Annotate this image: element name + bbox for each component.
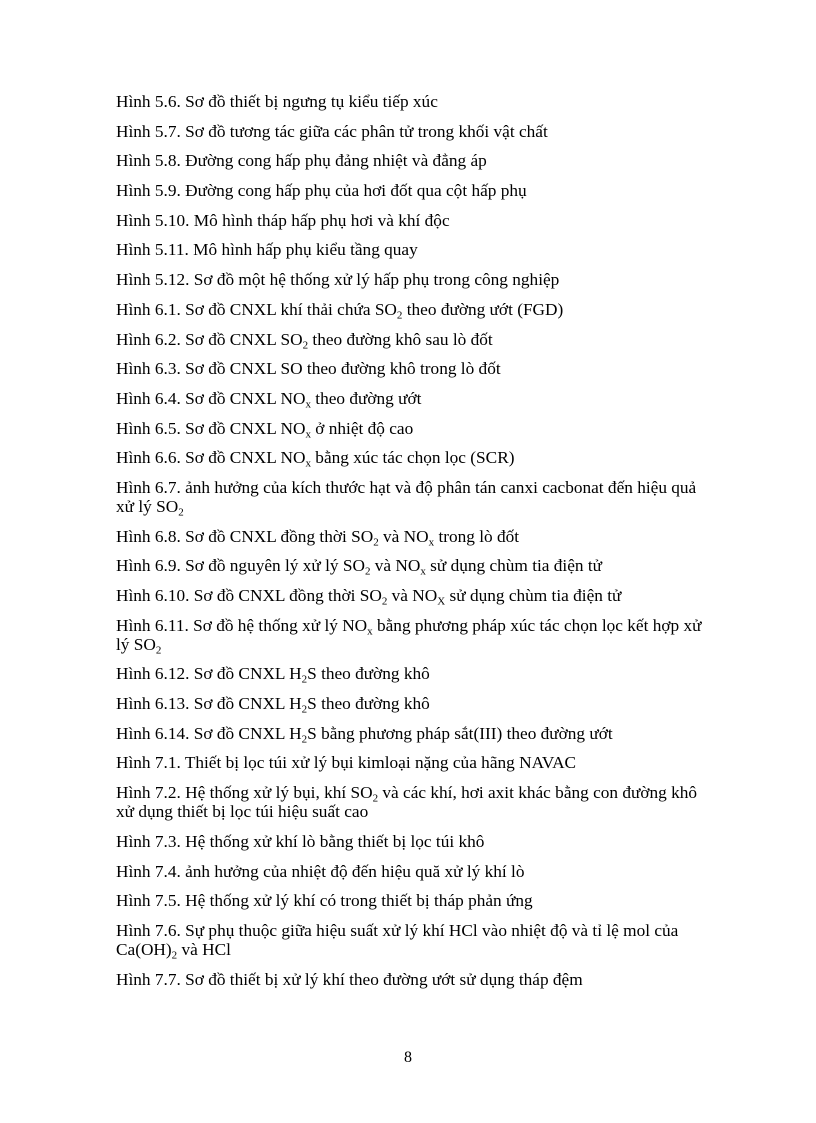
figure-list-item [116, 862, 706, 881]
figure-list-item [116, 448, 706, 470]
figure-list-item [116, 586, 706, 608]
figure-caption-text: Hình 7.1. Thiết bị lọc túi xử lý bụi kimloại nặng của hãng NAVAC [116, 753, 577, 773]
figure-caption-text: sử dụng chùm tia điện tử [425, 556, 603, 576]
figure-caption-text: bằng phương pháp xúc tác chọn lọc kết hợp xử lý SO [116, 615, 702, 654]
figure-list-item [116, 556, 706, 578]
figure-list-item [116, 211, 706, 230]
figure-caption-text: S theo đường khô [307, 694, 430, 714]
figure-caption-text: sử dụng chùm tia điện tử [445, 586, 622, 605]
figure-caption-text: Hình 6.12. Sơ đồ CNXL H [116, 664, 302, 684]
figure-caption-text: Hình 5.6. Sơ đồ thiết bị ngưng tụ kiểu tiếp xúc [116, 92, 438, 111]
figure-caption-text: Hình 6.2. Sơ đồ CNXL SO [116, 329, 303, 349]
subscript-text: x [367, 624, 373, 637]
figure-list-item [116, 299, 706, 322]
figure-list-item [116, 920, 706, 962]
figure-caption-text: Hình 7.7. Sơ đồ thiết bị xử lý khí theo đường ướt sử dụng tháp đệm [116, 969, 583, 989]
subscript-text: x [420, 565, 426, 578]
figure-caption-text: Hình 7.4. ảnh hưởng của nhiệt độ đến hiệu quă xử lý khí lò [116, 861, 525, 881]
figure-list-item [116, 527, 706, 546]
figure-caption-text: theo đường ướt (FGD) [402, 299, 564, 319]
figure-list-item [116, 832, 706, 851]
figure-caption-text: Hình 5.7. Sơ đồ tương tác giữa các phân tử trong khối vật chất [116, 121, 548, 141]
figure-caption-text: Hình 6.11. Sơ đồ hệ thống xử lý NO [116, 615, 368, 635]
figure-caption-text: Hình 6.14. Sơ đồ CNXL H [116, 723, 302, 743]
figure-caption-text: ở nhiệt độ cao [310, 418, 414, 438]
subscript-text: 2 [301, 703, 308, 716]
list-of-figures [116, 92, 706, 999]
figure-caption-text: và NO [387, 586, 438, 605]
figure-caption-text: Hình 5.12. Sơ đồ một hệ thống xử lý hấp phụ trong công nghiệp [116, 270, 560, 290]
figure-list-item [116, 330, 706, 349]
subscript-text: 2 [396, 309, 403, 322]
subscript-text: 2 [372, 792, 379, 805]
figure-caption-text: Hình 6.3. Sơ đồ CNXL SO theo đường khô trong lò đốt [116, 359, 501, 379]
figure-caption-text: S bằng phương pháp sắt(III) theo đường ướt [307, 723, 613, 743]
figure-caption-text: trong lò đốt [434, 526, 520, 546]
figure-caption-text: theo đường khô sau lò đốt [308, 329, 493, 349]
figure-list-item [116, 753, 706, 772]
subscript-text: 2 [364, 565, 371, 578]
figure-list-item [116, 477, 706, 519]
subscript-text: x [428, 535, 435, 548]
figure-caption-text: theo đường ướt [310, 388, 422, 408]
figure-caption-text: Hình 6.7. ảnh hưởng của kích thước hạt và độ phân tán canxi cacbonat đến hiệu quả xử lý SO [116, 477, 697, 516]
figure-list-item [116, 694, 706, 716]
figure-caption-text: và HCl [177, 939, 231, 959]
figure-caption-text: Hình 6.9. Sơ đồ nguyên lý xử lý SO [116, 556, 365, 576]
figure-list-item [116, 970, 706, 989]
figure-caption-text: và NO [370, 556, 421, 576]
figure-list-item [116, 616, 706, 654]
figure-caption-text: Hình 7.6. Sự phụ thuộc giữa hiệu suất xử lý khí HCl vào nhiệt độ và tỉ lệ mol của Ca(OH) [116, 920, 679, 959]
page-number: 8 [404, 1049, 412, 1066]
figure-caption-text: Hình 5.10. Mô hình tháp hấp phụ hơi và khí độc [116, 210, 450, 230]
subscript-text: X [437, 595, 446, 608]
subscript-text: 2 [302, 338, 309, 351]
subscript-text: x [305, 398, 311, 411]
figure-list-item [116, 270, 706, 289]
figure-caption-text: Hình 6.6. Sơ đồ CNXL NO [116, 448, 306, 468]
subscript-text: 2 [301, 673, 308, 686]
subscript-text: 2 [301, 733, 308, 746]
figure-caption-text: Hình 6.5. Sơ đồ CNXL NO [116, 418, 306, 438]
subscript-text: x [305, 427, 311, 440]
figure-list-item [116, 891, 706, 910]
subscript-text: 2 [178, 506, 184, 519]
figure-list-item [116, 240, 706, 259]
figure-caption-text: Hình 6.1. Sơ đồ CNXL khí thải chứa SO [116, 299, 397, 319]
figure-list-item [116, 122, 706, 141]
subscript-text: 2 [373, 535, 379, 548]
figure-list-item [116, 181, 706, 200]
figure-caption-text: Hình 6.8. Sơ đồ CNXL đồng thời SO [116, 526, 374, 546]
figure-caption-text: Hình 5.11. Mô hình hấp phụ kiểu tầng quay [116, 240, 418, 260]
figure-caption-text: Hình 6.10. Sơ đồ CNXL đồng thời SO [116, 586, 382, 605]
figure-list-item [116, 419, 706, 438]
figure-caption-text: Hình 6.13. Sơ đồ CNXL H [116, 694, 302, 714]
figure-list-item [116, 92, 706, 111]
subscript-text: 2 [381, 595, 388, 608]
figure-caption-text: Hình 7.5. Hệ thống xử lý khí có trong thiết bị tháp phản ứng [116, 891, 533, 911]
subscript-text: 2 [155, 643, 162, 656]
figure-caption-text: và NO [378, 526, 429, 546]
figure-list-item [116, 359, 706, 378]
figure-caption-text: bằng xúc tác chọn lọc (SCR) [310, 448, 515, 468]
figure-caption-text: Hình 6.4. Sơ đồ CNXL NO [116, 388, 306, 408]
figure-list-item [116, 151, 706, 170]
figure-list-item [116, 664, 706, 686]
figure-caption-text: Hình 7.2. Hệ thống xử lý bụi, khí SO [116, 783, 373, 803]
figure-caption-text: và các khí, hơi axit khác bằng con đường khô xử dụng thiết bị lọc túi hiệu suất cao [116, 783, 698, 822]
figure-caption-text: Hình 5.8. Đường cong hấp phụ đảng nhiệt và đẳng áp [116, 151, 487, 171]
figure-caption-text: Hình 7.3. Hệ thống xử khí lò bằng thiết bị lọc túi khô [116, 831, 485, 851]
figure-caption-text: Hình 5.9. Đường cong hấp phụ của hơi đốt qua cột hấp phụ [116, 181, 527, 201]
figure-list-item [116, 723, 706, 746]
subscript-text: 2 [171, 949, 178, 962]
figure-list-item [116, 388, 706, 411]
subscript-text: x [305, 457, 311, 470]
figure-list-item [116, 783, 706, 821]
figure-caption-text: S theo đường khô [307, 664, 430, 684]
